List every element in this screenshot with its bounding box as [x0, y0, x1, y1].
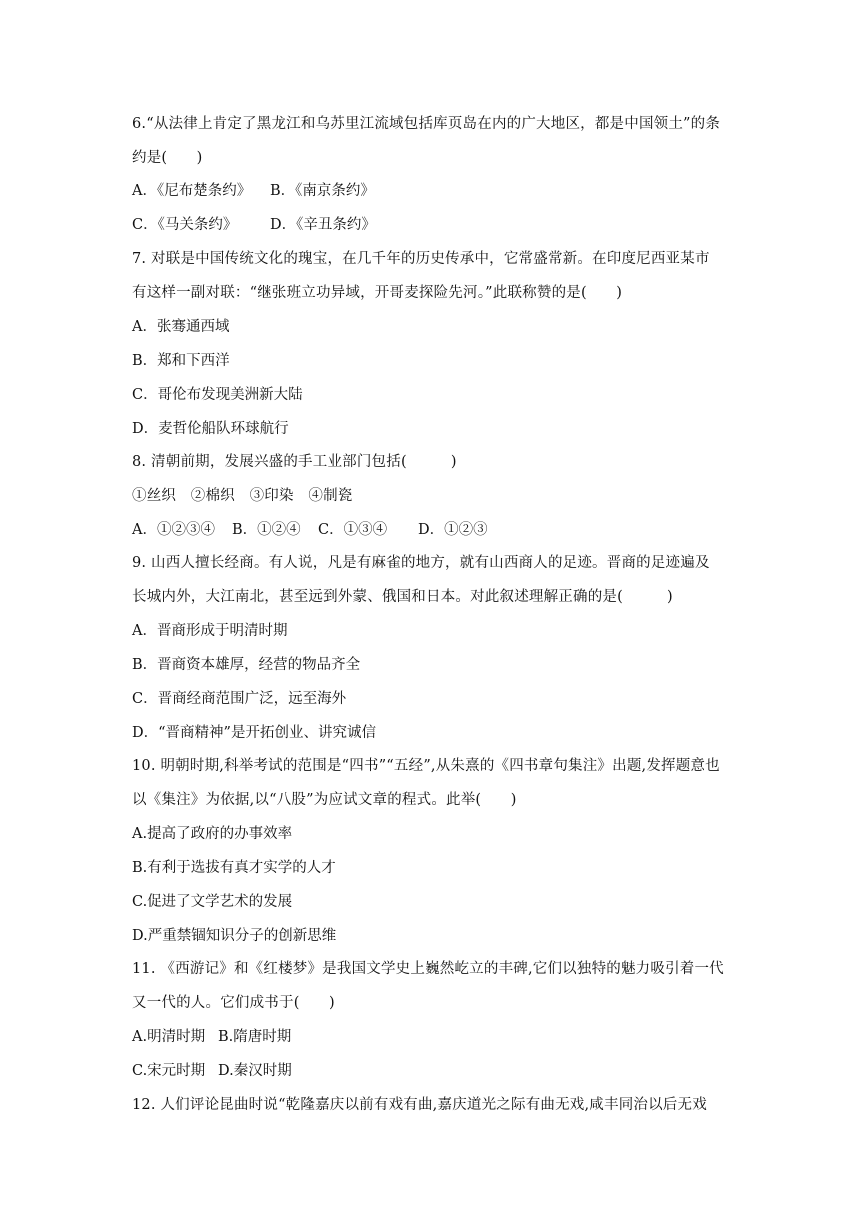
option-11c: C.宋元时期 [132, 1063, 206, 1079]
option-10d: D.严重禁锢知识分子的创新思维 [132, 928, 337, 944]
question-12-line-1: 12. 人们评论昆曲时说“乾隆嘉庆以前有戏有曲,嘉庆道光之际有曲无戏,咸丰同治以后无戏 [132, 1097, 707, 1113]
option-7a: A．张骞通西域 [132, 319, 230, 335]
option-10a: A.提高了政府的办事效率 [132, 826, 293, 842]
option-11a: A.明清时期 [132, 1029, 206, 1045]
question-9-line-1: 9. 山西人擅长经商。有人说，凡是有麻雀的地方，就有山西商人的足迹。晋商的足迹遍及 [132, 555, 710, 571]
option-9b: B．晋商资本雄厚，经营的物品齐全 [132, 657, 361, 673]
option-9c: C．晋商经商范围广泛，远至海外 [132, 691, 347, 707]
question-7-line-2: 有这样一副对联：“继张班立功异域，开哥麦探险先河。”此联称赞的是( ) [132, 285, 623, 301]
option-11b: B.隋唐时期 [218, 1029, 292, 1045]
option-8d: D．①②③ [418, 522, 488, 538]
option-10b: B.有利于选拔有真才实学的人才 [132, 860, 336, 876]
question-10-line-2: 以《集注》为依据,以“八股”为应试文章的程式。此举( ) [132, 792, 517, 808]
question-8-line-2: ①丝织 ②棉织 ③印染 ④制瓷 [132, 488, 353, 504]
question-7-line-1: 7. 对联是中国传统文化的瑰宝，在几千年的历史传承中，它常盛常新。在印度尼西亚某市 [132, 251, 710, 267]
question-11-line-1: 11. 《西游记》和《红楼梦》是我国文学史上巍然屹立的丰碑,它们以独特的魅力吸引着一代 [132, 961, 724, 977]
option-7b: B．郑和下西洋 [132, 353, 230, 369]
question-8-line-1: 8. 清朝前期，发展兴盛的手工业部门包括( ) [132, 454, 457, 470]
option-6d: D．《辛丑条约》 [270, 217, 376, 233]
option-6a: A．《尼布楚条约》 [132, 183, 252, 199]
option-8b: B．①②④ [232, 522, 301, 538]
option-10c: C.促进了文学艺术的发展 [132, 894, 293, 910]
question-6-line-2: 约是( ) [132, 150, 203, 166]
option-11d: D.秦汉时期 [218, 1063, 292, 1079]
option-8c: C．①③④ [318, 522, 388, 538]
question-6-line-1: 6.“从法律上肯定了黑龙江和乌苏里江流域包括库页岛在内的广大地区，都是中国领土”的条 [132, 116, 721, 132]
option-9d: D．“晋商精神”是开拓创业、讲究诚信 [132, 725, 376, 741]
option-6c: C．《马关条约》 [132, 217, 238, 233]
option-8a: A．①②③④ [132, 522, 215, 538]
question-11-line-2: 又一代的人。它们成书于( ) [132, 995, 335, 1011]
question-10-line-1: 10. 明朝时期,科举考试的范围是“四书”“五经”,从朱熹的《四书章句集注》出题,发挥题意也 [132, 758, 720, 774]
option-9a: A．晋商形成于明清时期 [132, 623, 288, 639]
option-7d: D．麦哲伦船队环球航行 [132, 421, 289, 437]
option-6b: B．《南京条约》 [270, 183, 375, 199]
question-9-line-2: 长城内外，大江南北，甚至远到外蒙、俄国和日本。对此叙述理解正确的是( ) [132, 589, 673, 605]
option-7c: C．哥伦布发现美洲新大陆 [132, 387, 303, 403]
